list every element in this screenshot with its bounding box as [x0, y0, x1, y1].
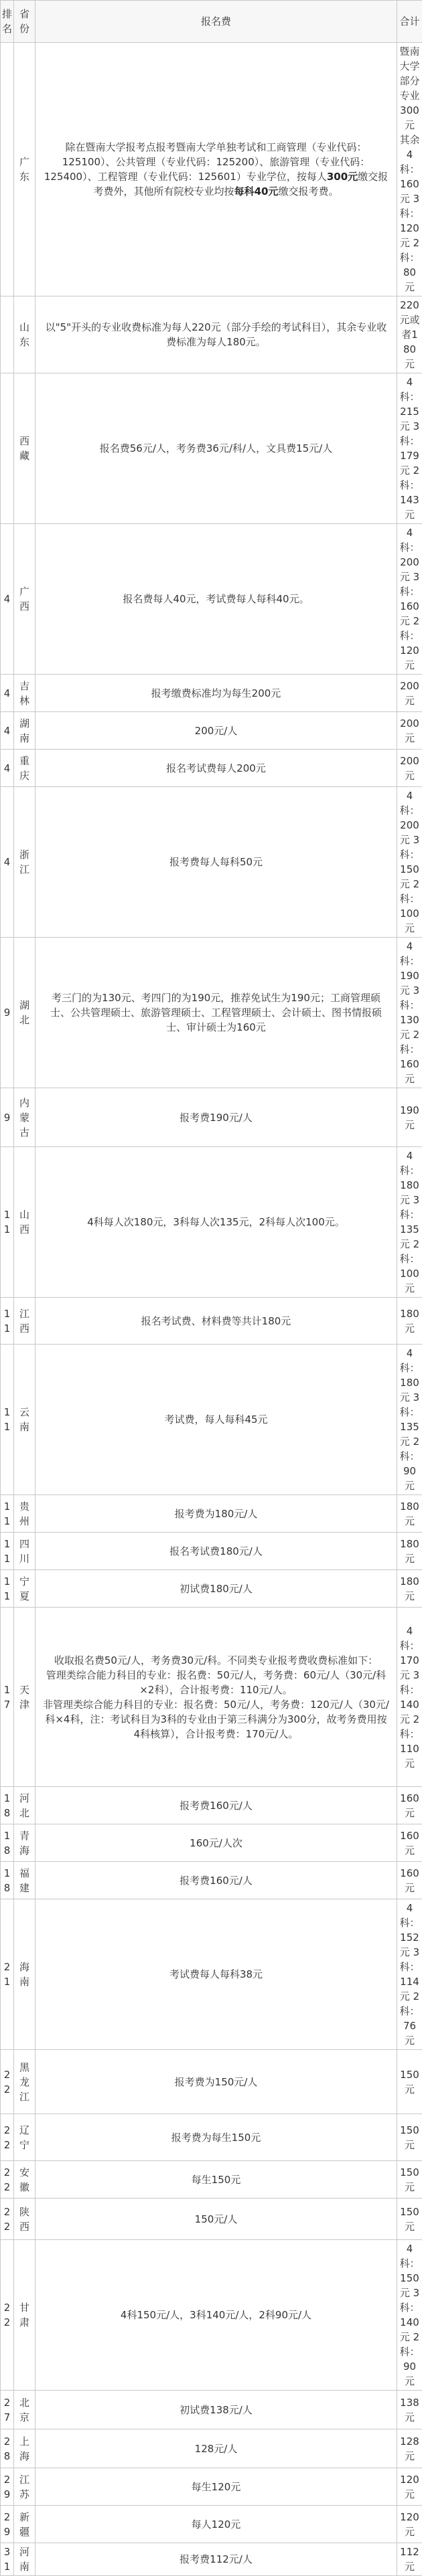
table-row — [1, 1345, 422, 1495]
total-cell: 4科：180元 3科：135元 2科：100元 — [397, 1147, 422, 1298]
table-row — [1, 750, 422, 787]
table-row — [1, 2429, 422, 2468]
province-cell: 河南 — [14, 2543, 36, 2576]
rank-cell: 11 — [1, 1570, 14, 1608]
fee-cell: 报名考试费、材料费等共计180元 — [36, 1298, 397, 1345]
fee-line: 非管理类综合能力科目的专业：报名费：50元/人，考务费：120元/人（30元/科×4科，注：考试科目为3科的专业由于第三科满分为300分，故考务费用按4科核算），合计报考费：170元/人。 — [42, 1697, 390, 1741]
total-cell: 160元 — [397, 1787, 422, 1824]
rank-cell: 18 — [1, 1862, 14, 1899]
rank-cell: 22 — [1, 2161, 14, 2199]
province-cell: 辽宁 — [14, 2114, 36, 2161]
table-row — [1, 1787, 422, 1824]
table-row — [1, 43, 422, 296]
total-cell: 4科：190元 3科：130元 2科：160元 — [397, 938, 422, 1088]
province-cell: 湖北 — [14, 938, 36, 1088]
province-cell: 山西 — [14, 1147, 36, 1298]
header-row — [1, 1, 422, 43]
total-cell: 190元 — [397, 1088, 422, 1147]
total-cell: 4科：152元 3科：114元 2科：76元 — [397, 1899, 422, 2050]
rank-cell: 9 — [1, 1088, 14, 1147]
fee-highlight: 每科40元 — [234, 185, 279, 197]
total-cell: 200元 — [397, 675, 422, 712]
table-row — [1, 296, 422, 373]
province-cell: 甘肃 — [14, 2240, 36, 2391]
province-cell: 黑龙江 — [14, 2050, 36, 2114]
province-cell: 重庆 — [14, 750, 36, 787]
fee-cell: 报考缴费标准均为每生200元 — [36, 675, 397, 712]
total-cell: 4科：215元 3科：179元 2科：143元 — [397, 373, 422, 524]
province-cell: 浙江 — [14, 787, 36, 938]
province-cell: 吉林 — [14, 675, 36, 712]
total-cell: 200元 — [397, 712, 422, 750]
province-cell: 贵州 — [14, 1495, 36, 1533]
fee-cell: 报考费160元/人 — [36, 1862, 397, 1899]
province-cell: 安徽 — [14, 2161, 36, 2199]
table-row — [1, 1088, 422, 1147]
rank-cell: 4 — [1, 712, 14, 750]
total-cell: 120元 — [397, 2506, 422, 2543]
rank-cell: 4 — [1, 787, 14, 938]
total-cell: 180元 — [397, 1298, 422, 1345]
fee-cell: 4科每人次180元，3科每人次135元，2科每人次100元。 — [36, 1147, 397, 1298]
total-cell: 112元 — [397, 2543, 422, 2576]
total-cell: 128元 — [397, 2429, 422, 2468]
rank-cell: 29 — [1, 2506, 14, 2543]
fee-cell: 报名考试费180元/人 — [36, 1533, 397, 1570]
table-row — [1, 712, 422, 750]
rank-cell — [1, 296, 14, 373]
table-row — [1, 2050, 422, 2114]
province-cell: 青海 — [14, 1824, 36, 1862]
table-row — [1, 2240, 422, 2391]
fee-cell: 报考费190元/人 — [36, 1088, 397, 1147]
fee-cell: 考试费每人每科38元 — [36, 1899, 397, 2050]
province-cell: 广西 — [14, 524, 36, 675]
header-fee: 报名费 — [36, 1, 397, 43]
fee-cell: 初试费180元/人 — [36, 1570, 397, 1608]
rank-cell: 31 — [1, 2543, 14, 2576]
fee-cell: 4科150元/人，3科140元/人，2科90元/人 — [36, 2240, 397, 2391]
fee-cell: 150元/人 — [36, 2199, 397, 2240]
province-cell: 宁夏 — [14, 1570, 36, 1608]
fee-cell: 报考费为180元/人 — [36, 1495, 397, 1533]
rank-cell: 4 — [1, 675, 14, 712]
rank-cell: 22 — [1, 2114, 14, 2161]
table-row — [1, 1495, 422, 1533]
fee-cell: 考三门的为130元、考四门的为190元，推荐免试生为190元；工商管理硕士、公共管理硕士、旅游管理硕士、工程管理硕士、会计硕士、图书情报硕士、审计硕士为160元 — [36, 938, 397, 1088]
fee-cell: 报考费每人每科50元 — [36, 787, 397, 938]
rank-cell: 9 — [1, 938, 14, 1088]
total-cell: 4科：200元 3科：160元 2科：120元 — [397, 524, 422, 675]
rank-cell: 18 — [1, 1824, 14, 1862]
fee-cell: 报名考试费每人200元 — [36, 750, 397, 787]
total-cell: 200元 — [397, 750, 422, 787]
fee-cell: 考试费，每人每科45元 — [36, 1345, 397, 1495]
province-cell: 内蒙古 — [14, 1088, 36, 1147]
fee-cell: 每生120元 — [36, 2468, 397, 2506]
fee-line: 管理类综合能力科目的专业：报名费：50元/人，考务费：60元/人（30元/科×2科），合计报考费：110元/人。 — [42, 1668, 390, 1697]
total-cell: 暨南大学部分专业300元 其余4科：160元 3科：120元 2科：80元 — [397, 43, 422, 296]
total-cell: 4科：200元 3科：150元 2科：100元 — [397, 787, 422, 938]
rank-cell: 22 — [1, 2050, 14, 2114]
rank-cell: 21 — [1, 1899, 14, 2050]
province-cell: 北京 — [14, 2391, 36, 2429]
table-row — [1, 2543, 422, 2576]
fee-cell — [36, 1608, 397, 1787]
total-cell: 4科：170元 3科：140元 2科：110元 — [397, 1608, 422, 1787]
rank-cell: 17 — [1, 1608, 14, 1787]
fee-cell: 报考费为每生150元 — [36, 2114, 397, 2161]
rank-cell: 22 — [1, 2240, 14, 2391]
total-cell: 150元 — [397, 2199, 422, 2240]
province-cell: 云南 — [14, 1345, 36, 1495]
fee-cell: 报考费160元/人 — [36, 1787, 397, 1824]
fee-cell: 128元/人 — [36, 2429, 397, 2468]
rank-cell: 4 — [1, 524, 14, 675]
province-cell: 湖南 — [14, 712, 36, 750]
total-cell: 4科：150元 3科：140元 2科：90元 — [397, 2240, 422, 2391]
rank-cell — [1, 373, 14, 524]
province-cell: 江苏 — [14, 2468, 36, 2506]
province-cell: 山东 — [14, 296, 36, 373]
table-row — [1, 675, 422, 712]
total-cell: 160元 — [397, 1862, 422, 1899]
rank-cell: 18 — [1, 1787, 14, 1824]
rank-cell: 28 — [1, 2429, 14, 2468]
fee-text: 除在暨南大学报考点报考暨南大学单独考试和工商管理（专业代码：125100）、公共管理（专业代码：125200）、旅游管理（专业代码：125400）、工程管理（专业代码：125601）专业学位，按每人 — [44, 141, 370, 183]
fee-cell: 每生150元 — [36, 2161, 397, 2199]
table-row — [1, 2199, 422, 2240]
province-cell: 西藏 — [14, 373, 36, 524]
province-cell: 四川 — [14, 1533, 36, 1570]
table-row — [1, 1147, 422, 1298]
province-cell: 河北 — [14, 1787, 36, 1824]
total-cell: 138元 — [397, 2391, 422, 2429]
table-row — [1, 1570, 422, 1608]
province-cell: 江西 — [14, 1298, 36, 1345]
total-cell: 180元 — [397, 1570, 422, 1608]
province-cell: 新疆 — [14, 2506, 36, 2543]
table-row — [1, 2114, 422, 2161]
table-row — [1, 1862, 422, 1899]
fee-line: 收取报名费50元/人，考务费30元/科。不同类专业报考费收费标准如下： — [42, 1653, 390, 1668]
table-row — [1, 1608, 422, 1787]
rank-cell: 11 — [1, 1147, 14, 1298]
fee-cell: 报名费每人40元，考试费每人每科40元。 — [36, 524, 397, 675]
rank-cell: 29 — [1, 2468, 14, 2506]
table-row — [1, 1899, 422, 2050]
table-row — [1, 2161, 422, 2199]
table-row — [1, 373, 422, 524]
fee-cell — [36, 43, 397, 296]
total-cell: 150元 — [397, 2050, 422, 2114]
rank-cell: 11 — [1, 1533, 14, 1570]
total-cell: 160元 — [397, 1824, 422, 1862]
table-row — [1, 524, 422, 675]
fee-highlight: 300元 — [327, 171, 358, 183]
fee-cell: 以"5"开头的专业收费标准为每人220元（部分手绘的考试科目），其余专业收费标准为每人180元。 — [36, 296, 397, 373]
table-row — [1, 1298, 422, 1345]
total-cell: 220元或者180元 — [397, 296, 422, 373]
rank-cell: 22 — [1, 2199, 14, 2240]
total-cell: 120元 — [397, 2468, 422, 2506]
province-cell: 天津 — [14, 1608, 36, 1787]
total-cell: 150元 — [397, 2114, 422, 2161]
table-row — [1, 2468, 422, 2506]
fee-cell: 报考费112元/人 — [36, 2543, 397, 2576]
header-rank: 排名 — [1, 1, 14, 43]
rank-cell: 27 — [1, 2391, 14, 2429]
rank-cell: 11 — [1, 1495, 14, 1533]
rank-cell: 11 — [1, 1345, 14, 1495]
table-row — [1, 938, 422, 1088]
header-province: 省份 — [14, 1, 36, 43]
fee-cell: 每人120元 — [36, 2506, 397, 2543]
province-cell: 陕西 — [14, 2199, 36, 2240]
table-row — [1, 2391, 422, 2429]
total-cell: 180元 — [397, 1533, 422, 1570]
fee-text: 缴交报考费。 — [278, 185, 338, 197]
rank-cell — [1, 43, 14, 296]
rank-cell: 4 — [1, 750, 14, 787]
header-total: 合计 — [397, 1, 422, 43]
fee-cell: 报名费56元/人，考务费36元/科/人，文具费15元/人 — [36, 373, 397, 524]
table-row — [1, 1533, 422, 1570]
total-cell: 4科：180元 3科：135元 2科：90元 — [397, 1345, 422, 1495]
fee-cell: 报考费为150元/人 — [36, 2050, 397, 2114]
province-cell: 上海 — [14, 2429, 36, 2468]
rank-cell: 11 — [1, 1298, 14, 1345]
province-cell: 福建 — [14, 1862, 36, 1899]
total-cell: 150元 — [397, 2161, 422, 2199]
province-cell: 海南 — [14, 1899, 36, 2050]
table-row — [1, 2506, 422, 2543]
fee-cell: 160元/人次 — [36, 1824, 397, 1862]
fee-cell: 200元/人 — [36, 712, 397, 750]
table-row — [1, 1824, 422, 1862]
fee-cell: 初试费138元/人 — [36, 2391, 397, 2429]
total-cell: 180元 — [397, 1495, 422, 1533]
fee-text: 缴交报考费外，其他所有院校专业均按 — [94, 171, 389, 197]
province-cell: 广东 — [14, 43, 36, 296]
table-row — [1, 787, 422, 938]
